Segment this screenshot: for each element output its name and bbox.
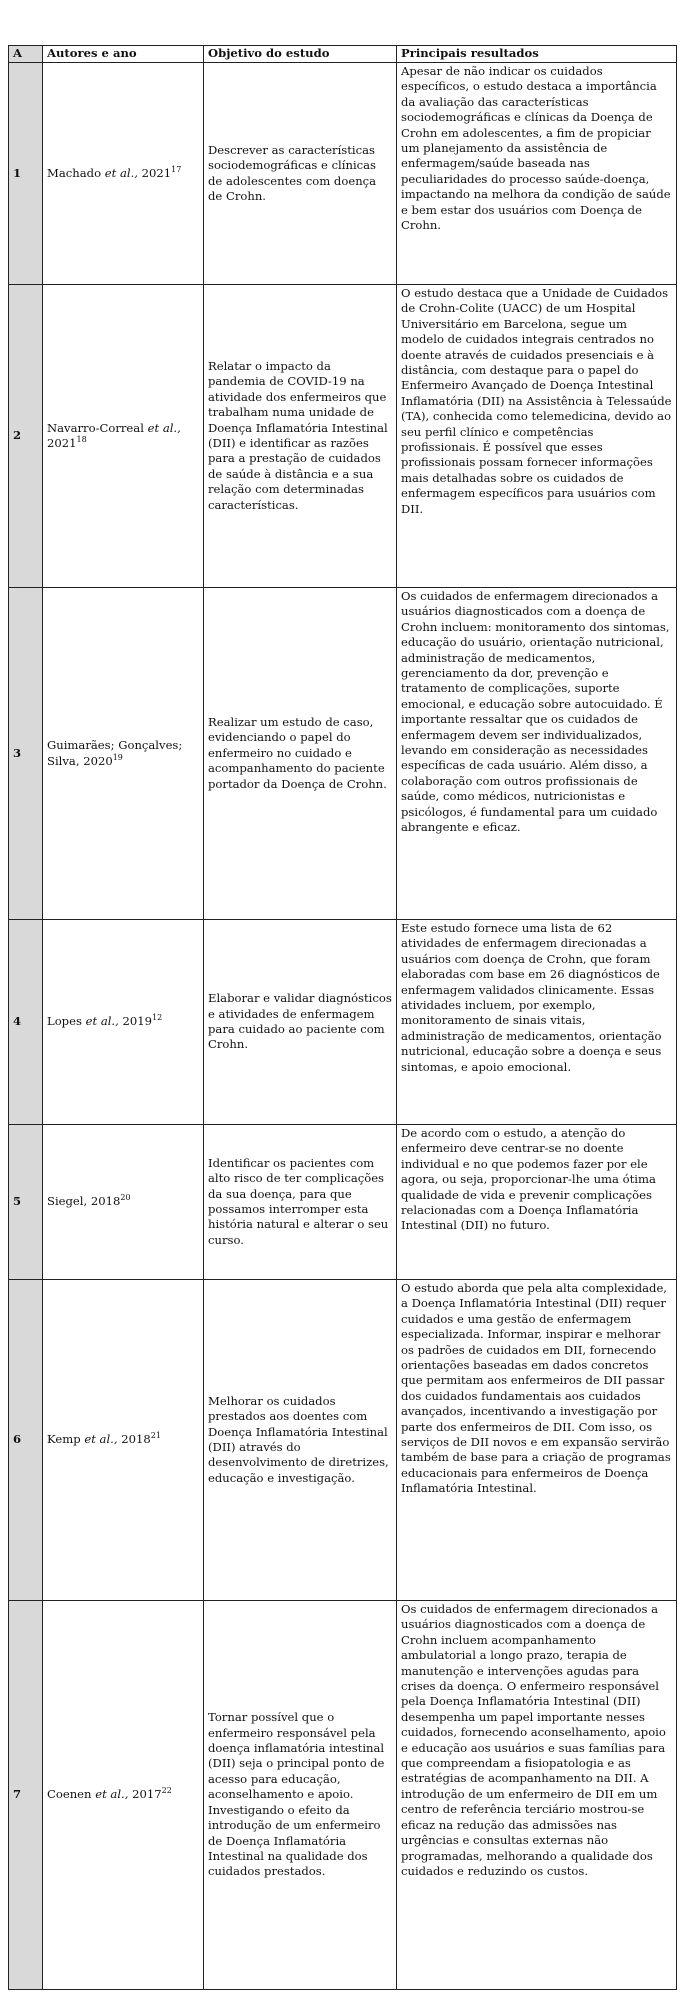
author-etal: et al., [147,420,181,435]
row-authors [43,588,204,920]
row-authors [43,285,204,588]
author-year: 2018 [121,1432,151,1447]
row-results: O estudo aborda que pela alta complexidade, a Doença Inflamatória Intestinal (DII) requer cuidados e uma gestão de enfermagem especializada. Informar, inspirar e melhorar os padrões de cuidados em DII, fornecendo orientações baseadas em dados concretos que permitam aos enfermeiros de DII passar dos cuidados fundamentais aos cuidados avançados, incentivando a investigação por parte dos enfermeiros de DII. Com isso, os serviços de DII novos e em expansão servirão também de base para a criação de programas educacionais para enfermeiros de Doença Inflamatória Intestinal. [397,1280,677,1601]
reference-number: 20 [120,1193,131,1203]
studies-table [8,45,677,1990]
author-name: Kemp [47,1432,81,1447]
row-results: Este estudo fornece uma lista de 62 atividades de enfermagem direcionadas a usuários com doença de Crohn, que foram elaboradas com base em 26 diagnósticos de enfermagem validados clinicamente. Essas atividades incluem, por exemplo, monitoramento de sinais vitais, administração de medicamentos, orientação nutricional, educação sobre a doença e seus sintomas, e apoio emocional. [397,920,677,1125]
row-authors [43,1601,204,1990]
reference-number: 19 [112,752,123,762]
author-name: Machado [47,165,102,180]
author-name: Lopes [47,1014,82,1029]
row-number: 1 [9,63,43,285]
table-row [9,588,677,920]
reference-number: 17 [171,164,182,174]
row-number: 5 [9,1125,43,1280]
table-row [9,920,677,1125]
author-etal: et al., [95,1787,129,1802]
row-number: 4 [9,920,43,1125]
row-results: Os cuidados de enfermagem direcionados a usuários diagnosticados com a doença de Crohn incluem acompanhamento ambulatorial a longo prazo, terapia de manutenção e intervenções agudas para crises da doença. O enfermeiro responsável pela Doença Inflamatória Intestinal (DII) desempenha um papel importante nesses cuidados, fornecendo aconselhamento, apoio e educação aos usuários e suas famílias para que compreendam a fisiopatologia e as estratégias de acompanhamento na DII. A introdução de um enfermeiro de DII em um centro de referência terciário mostrou-se eficaz na redução das admissões nas urgências e consultas externas não programadas, melhorando a qualidade dos cuidados e reduzindo os custos. [397,1601,677,1990]
header-a: A [9,46,43,63]
reference-number: 18 [76,435,87,445]
header-objective: Objetivo do estudo [204,46,397,63]
row-results: O estudo destaca que a Unidade de Cuidados de Crohn-Colite (UACC) de um Hospital Universitário em Barcelona, segue um modelo de cuidados integrais centrados no doente através de cuidados presenciais e à distância, com destaque para o papel do Enfermeiro Avançado de Doença Intestinal Inflamatória (DII) na Assistência à Telessaúde (TA), conhecida como telemedicina, devido ao seu perfil clínico e competências profissionais. É possível que esses profissionais possam fornecer informações mais detalhadas sobre os cuidados de enfermagem específicos para usuários com DII. [397,285,677,588]
row-objective: Elaborar e validar diagnósticos e atividades de enfermagem para cuidado ao paciente com Crohn. [204,920,397,1125]
header-results: Principais resultados [397,46,677,63]
table-row [9,1125,677,1280]
author-etal: et al., [85,1014,119,1029]
row-objective: Tornar possível que o enfermeiro responsável pela doença inflamatória intestinal (DII) seja o principal ponto de acesso para educação, aconselhamento e apoio. Investigando o efeito da introdução de um enfermeiro de Doença Inflamatória Intestinal na qualidade dos cuidados prestados. [204,1601,397,1990]
table-row [9,1280,677,1601]
author-etal: et al., [104,165,138,180]
author-year: 2019 [122,1014,153,1029]
row-number: 3 [9,588,43,920]
author-name: Navarro-Correal [47,420,144,435]
row-authors [43,1280,204,1601]
author-year: 2021 [141,165,172,180]
row-results: Os cuidados de enfermagem direcionados a usuários diagnosticados com a doença de Crohn incluem: monitoramento dos sintomas, educação do usuário, orientação nutricional, administração de medicamentos, gerenciamento da dor, prevenção e tratamento de complicações, suporte emocional, e educação sobre autocuidado. É importante ressaltar que os cuidados de enfermagem devem ser individualizados, levando em consideração as necessidades específicas de cada usuário. Além disso, a colaboração com outros profissionais de saúde, como médicos, nutricionistas e psicólogos, é fundamental para um cuidado abrangente e eficaz. [397,588,677,920]
table-row [9,1601,677,1990]
author-etal: et al., [84,1432,118,1447]
table-header-row [9,46,677,63]
header-authors: Autores e ano [43,46,204,63]
row-objective: Melhorar os cuidados prestados aos doentes com Doença Inflamatória Intestinal (DII) através do desenvolvimento de diretrizes, educação e investigação. [204,1280,397,1601]
author-name: Guimarães; Gonçalves; Silva, [47,738,183,768]
row-results: Apesar de não indicar os cuidados específicos, o estudo destaca a importância da avaliação das características sociodemográficas e clínicas da Doença de Crohn em adolescentes, a fim de propiciar um planejamento da assistência de enfermagem/saúde baseada nas peculiaridades do processo saúde-doença, impactando na melhora da condição de saúde e bem estar dos usuários com Doença de Crohn. [397,63,677,285]
row-objective: Realizar um estudo de caso, evidenciando o papel do enfermeiro no cuidado e acompanhamento do paciente portador da Doença de Crohn. [204,588,397,920]
row-objective: Descrever as características sociodemográficas e clínicas de adolescentes com doença de Crohn. [204,63,397,285]
row-objective: Identificar os pacientes com alto risco de ter complicações da sua doença, para que possamos interromper esta história natural e alterar o seu curso. [204,1125,397,1280]
row-number: 2 [9,285,43,588]
author-year: 2017 [132,1787,162,1802]
row-number: 7 [9,1601,43,1990]
author-year: 2020 [83,753,113,768]
table-row [9,285,677,588]
row-number: 6 [9,1280,43,1601]
author-year: 2018 [90,1194,121,1209]
reference-number: 12 [152,1013,163,1023]
author-year: 2021 [47,436,77,450]
row-authors [43,920,204,1125]
reference-number: 22 [161,1786,172,1796]
row-objective: Relatar o impacto da pandemia de COVID-19 na atividade dos enfermeiros que trabalham numa unidade de Doença Inflamatória Intestinal (DII) e identificar as razões para a prestação de cuidados de saúde à distância e a sua relação com determinadas características. [204,285,397,588]
table-row [9,63,677,285]
reference-number: 21 [150,1431,161,1441]
row-results: De acordo com o estudo, a atenção do enfermeiro deve centrar-se no doente individual e no que podemos fazer por ele agora, ou seja, proporcionar-lhe uma ótima qualidade de vida e prevenir complicações relacionadas com a Doença Inflamatória Intestinal (DII) no futuro. [397,1125,677,1280]
author-name: Coenen [47,1787,92,1802]
author-name: Siegel, [47,1194,88,1209]
row-authors [43,63,204,285]
row-authors [43,1125,204,1280]
